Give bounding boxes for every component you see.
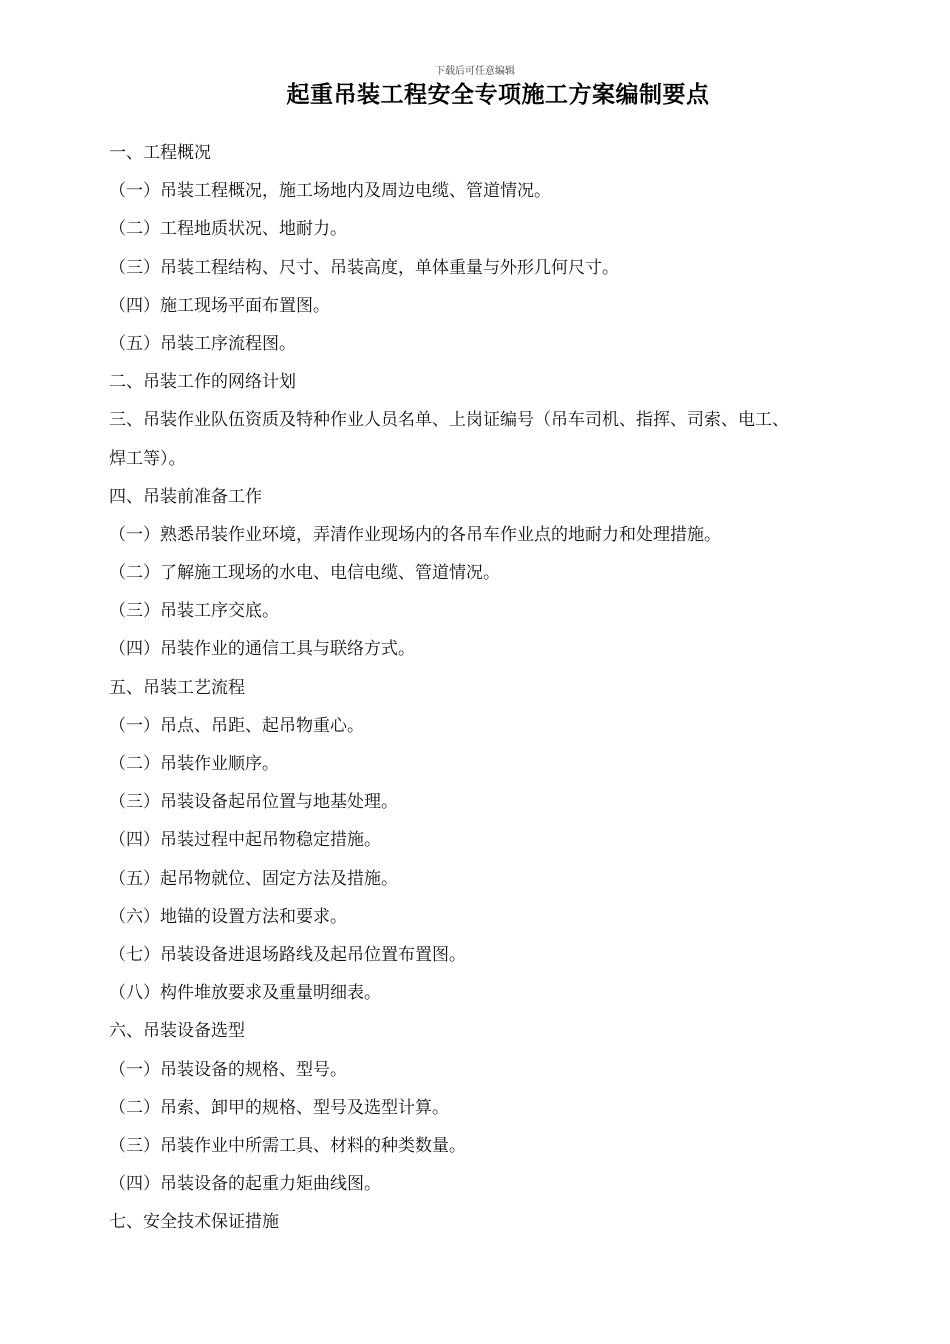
list-item: （一）吊点、吊距、起吊物重心。 — [109, 715, 364, 736]
list-item: （四）吊装作业的通信工具与联络方式。 — [109, 639, 415, 660]
list-item: （五）吊装工序流程图。 — [109, 333, 296, 354]
list-item: （三）吊装设备起吊位置与地基处理。 — [109, 792, 398, 813]
list-item: （三）吊装作业中所需工具、材料的种类数量。 — [109, 1135, 466, 1156]
list-item: （二）了解施工现场的水电、电信电缆、管道情况。 — [109, 563, 500, 584]
list-item: （一）熟悉吊装作业环境，弄清作业现场内的各吊车作业点的地耐力和处理措施。 — [109, 524, 721, 545]
list-item: （四）吊装过程中起吊物稳定措施。 — [109, 830, 381, 851]
section-heading-6: 六、吊装设备选型 — [109, 1021, 245, 1042]
section-heading-4: 四、吊装前准备工作 — [109, 486, 262, 507]
section-heading-2: 二、吊装工作的网络计划 — [109, 372, 296, 393]
list-item: （三）吊装工程结构、尺寸、吊装高度，单体重量与外形几何尺寸。 — [109, 257, 619, 278]
list-item: （二）吊索、卸甲的规格、型号及选型计算。 — [109, 1097, 449, 1118]
list-item: （二）工程地质状况、地耐力。 — [109, 219, 347, 240]
document-body — [109, 134, 899, 1241]
list-item: （三）吊装工序交底。 — [109, 601, 279, 622]
list-item: （一）吊装设备的规格、型号。 — [109, 1059, 347, 1080]
list-item: （五）起吊物就位、固定方法及措施。 — [109, 868, 398, 889]
section-heading-7: 七、安全技术保证措施 — [109, 1212, 279, 1233]
section-heading-5: 五、吊装工艺流程 — [109, 677, 245, 698]
list-item: （八）构件堆放要求及重量明细表。 — [109, 983, 381, 1004]
section-heading-3: 三、吊装作业队伍资质及特种作业人员名单、上岗证编号（吊车司机、指挥、司索、电工、 — [109, 410, 789, 431]
list-item: （二）吊装作业顺序。 — [109, 754, 279, 774]
list-item: （六）地锚的设置方法和要求。 — [109, 906, 347, 927]
document-title: 起重吊装工程安全专项施工方案编制要点 — [286, 82, 710, 108]
section-heading-3-continued: 焊工等）。 — [109, 448, 186, 469]
header-note: 下载后可任意编辑 — [435, 66, 515, 77]
list-item: （一）吊装工程概况，施工场地内及周边电缆、管道情况。 — [109, 181, 551, 202]
list-item: （四）施工现场平面布置图。 — [109, 295, 330, 316]
section-heading-1: 一、工程概况 — [109, 143, 211, 163]
list-item: （七）吊装设备进退场路线及起吊位置布置图。 — [109, 944, 466, 965]
list-item: （四）吊装设备的起重力矩曲线图。 — [109, 1174, 381, 1195]
